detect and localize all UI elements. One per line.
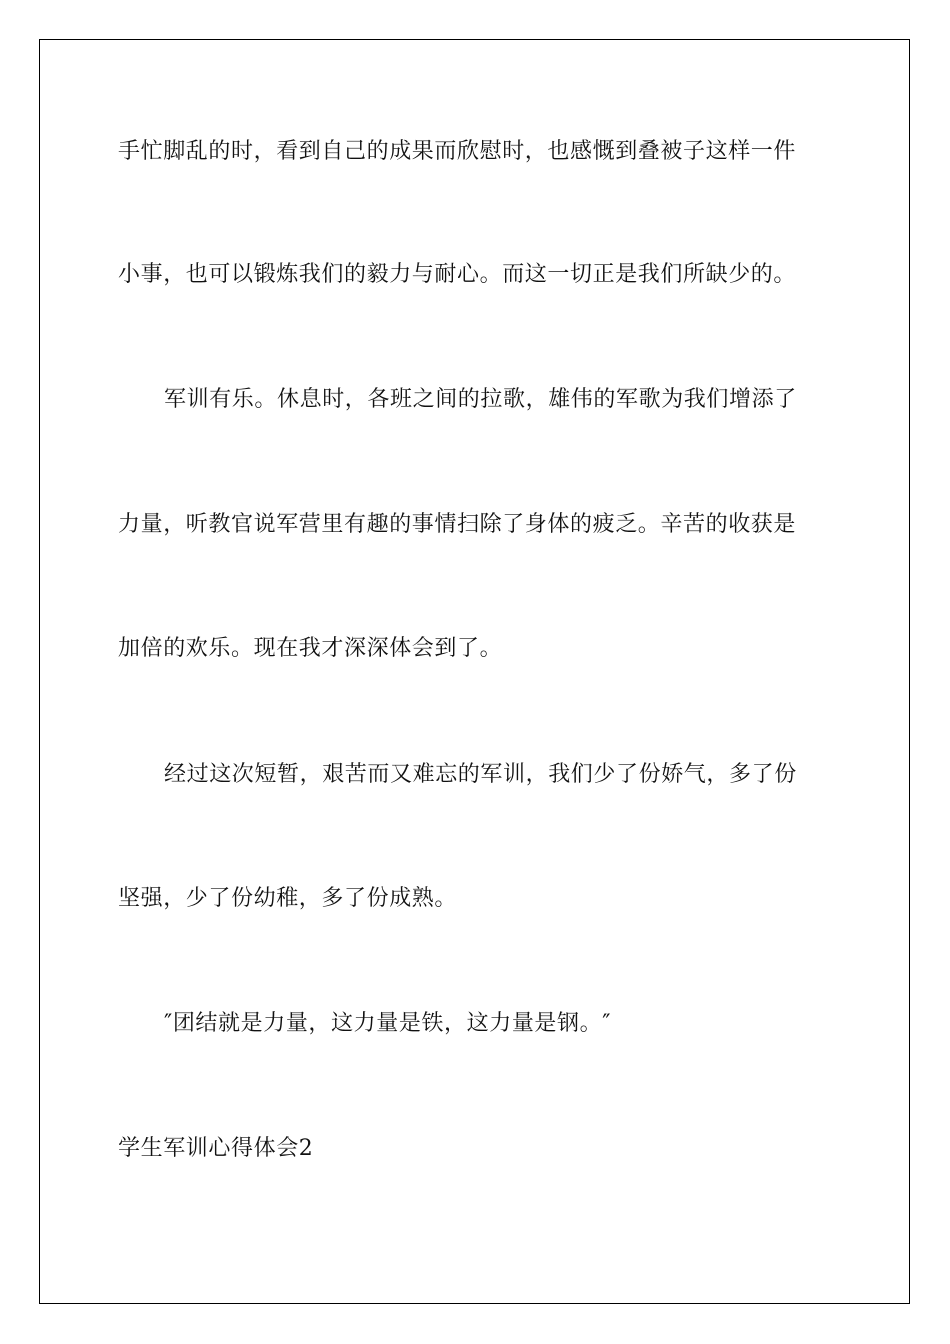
text-line-4: 力量，听教官说军营里有趣的事情扫除了身体的疲乏。辛苦的收获是 — [118, 512, 797, 537]
text-line-1: 手忙脚乱的时，看到自己的成果而欣慰时，也感慨到叠被子这样一件 — [118, 139, 797, 164]
text-line-6: 经过这次短暂，艰苦而又难忘的军训，我们少了份娇气，多了份 — [164, 762, 797, 787]
section-heading: 学生军训心得体会2 — [118, 1136, 314, 1161]
text-line-7: 坚强，少了份幼稚，多了份成熟。 — [118, 886, 458, 911]
text-line-3: 军训有乐。休息时，各班之间的拉歌，雄伟的军歌为我们增添了 — [164, 387, 797, 412]
text-line-2: 小事，也可以锻炼我们的毅力与耐心。而这一切正是我们所缺少的。 — [118, 262, 797, 287]
text-line-5: 加倍的欢乐。现在我才深深体会到了。 — [118, 636, 503, 661]
document-page — [39, 39, 910, 1304]
text-line-8: ″团结就是力量，这力量是铁，这力量是钢。″ — [164, 1011, 612, 1036]
